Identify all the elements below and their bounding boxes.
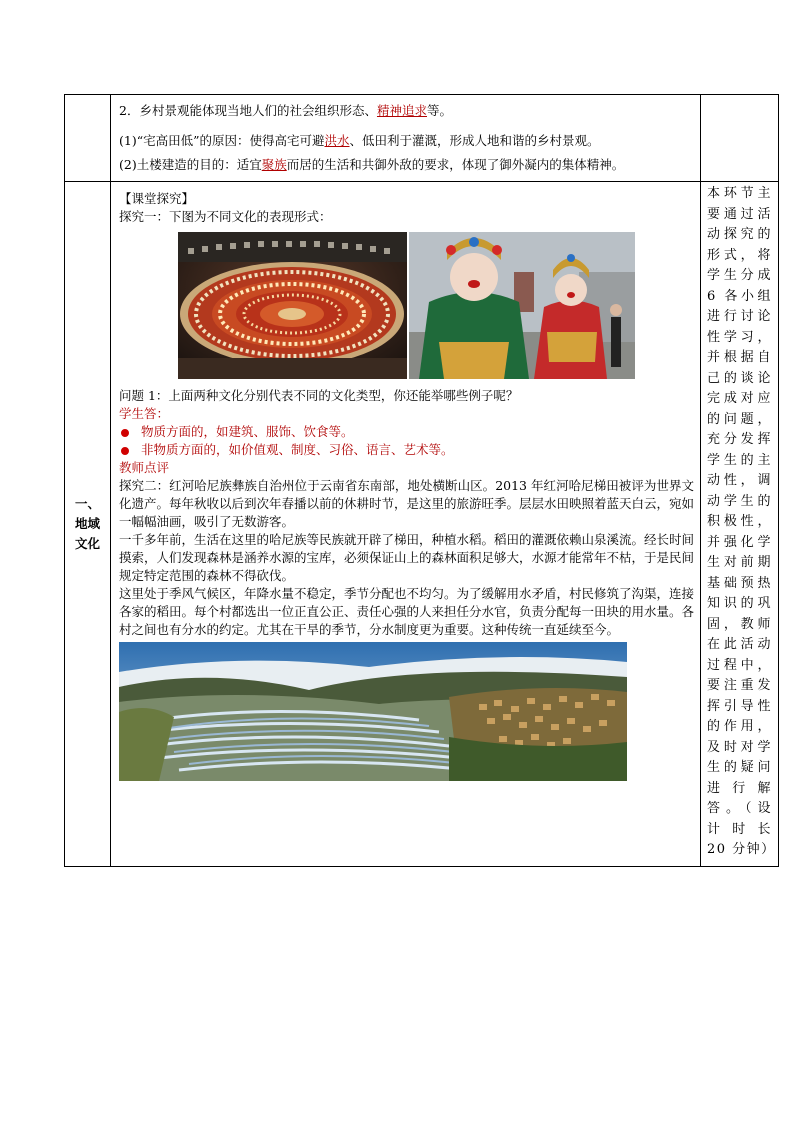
bullet-icon <box>121 447 129 455</box>
exploration-content-cell <box>111 182 701 867</box>
question-1: 问题 1：上面两种文化分别代表不同的文化类型，你还能举哪些例子呢？ <box>119 388 519 403</box>
teacher-comment-label: 教师点评 <box>119 460 170 475</box>
emphasis-clan: 聚族 <box>261 157 287 172</box>
table-row-summary <box>65 95 779 182</box>
explore2-paragraph-1: 探究二：红河哈尼族彝族自治州位于云南省东南部，地处横断山区。2013 年红河哈尼梯田被评为世界文化遗产。每年秋收以后到次年春播以前的休耕时节，是这里的旅游旺季。层层水田映照着蓝天白云，宛如一幅幅油画，吸引了无数游客。 <box>119 478 695 529</box>
classroom-title: 【课堂探究】 <box>119 191 195 206</box>
design-note: 本环节主要通过活动探究的形式，将学生分成 6 各小组进行讨论性学习，并根据自己的谈论完成对应的问题，充分发挥学生的主动性，调动学生的积极性，并强化学生对前期基础预热知识的巩固，教师在此活动过程中，要注重发挥引导性的作用，及时对学生的疑问进行解答。（设计时长 20 分钟） <box>707 186 776 857</box>
bullet-icon <box>121 429 129 437</box>
design-note-cell <box>701 182 779 867</box>
section-label-cell <box>65 182 111 867</box>
table-row-regional-culture <box>65 182 779 867</box>
summary-line-3: (2)土楼建造的目的：适宜聚族而居的生活和共御外敌的要求，体现了御外凝内的集体精神。 <box>119 157 625 172</box>
emphasis-flood: 洪水 <box>324 133 350 148</box>
note-cell-empty <box>701 95 779 182</box>
answer-item-material: 物质方面的，如建筑、服饰、饮食等。 <box>119 423 694 441</box>
lesson-plan-table <box>64 94 779 867</box>
section-label: 一、 地域 文化 <box>74 496 100 551</box>
emphasis-spirit: 精神追求 <box>376 103 427 118</box>
summary-line-1: 2．乡村景观能体现当地人们的社会组织形态、精神追求等。 <box>119 103 452 118</box>
section-cell-empty <box>65 95 111 182</box>
terrace-landscape-image <box>119 642 627 781</box>
explore2-paragraph-2: 一千多年前，生活在这里的哈尼族等民族就开辟了梯田，种植水稻。稻田的灌溉依赖山泉溪流。经长时间摸索，人们发现森林是涵养水源的宝库，必须保证山上的森林面积足够大，水源才能常年不枯，于是民间规定特定范围的森林不得砍伐。 <box>119 532 695 583</box>
opera-performers-image <box>409 232 635 379</box>
explore2-paragraph-3: 这里处于季风气候区，年降水量不稳定，季节分配也不均匀。为了缓解用水矛盾，村民修筑了沟渠，连接各家的稻田。每个村都选出一位正直公正、责任心强的人来担任分水官，负责分配每一田块的用水量。各村之间也有分水的约定。尤其在干旱的季节，分水制度更为重要。这种传统一直延续至今。 <box>119 586 695 637</box>
culture-images-row <box>119 232 694 387</box>
student-answer-label: 学生答： <box>119 406 170 421</box>
summary-line-2: (1)“宅高田低”的原因：使得高宅可避洪水、低田利于灌溉，形成人地和谐的乡村景观。 <box>119 133 600 148</box>
summary-content-cell <box>111 95 701 182</box>
explore1-text: 探究一：下图为不同文化的表现形式： <box>119 209 332 224</box>
banquet-image <box>178 232 407 379</box>
answer-item-nonmaterial: 非物质方面的，如价值观、制度、习俗、语言、艺术等。 <box>119 441 694 459</box>
